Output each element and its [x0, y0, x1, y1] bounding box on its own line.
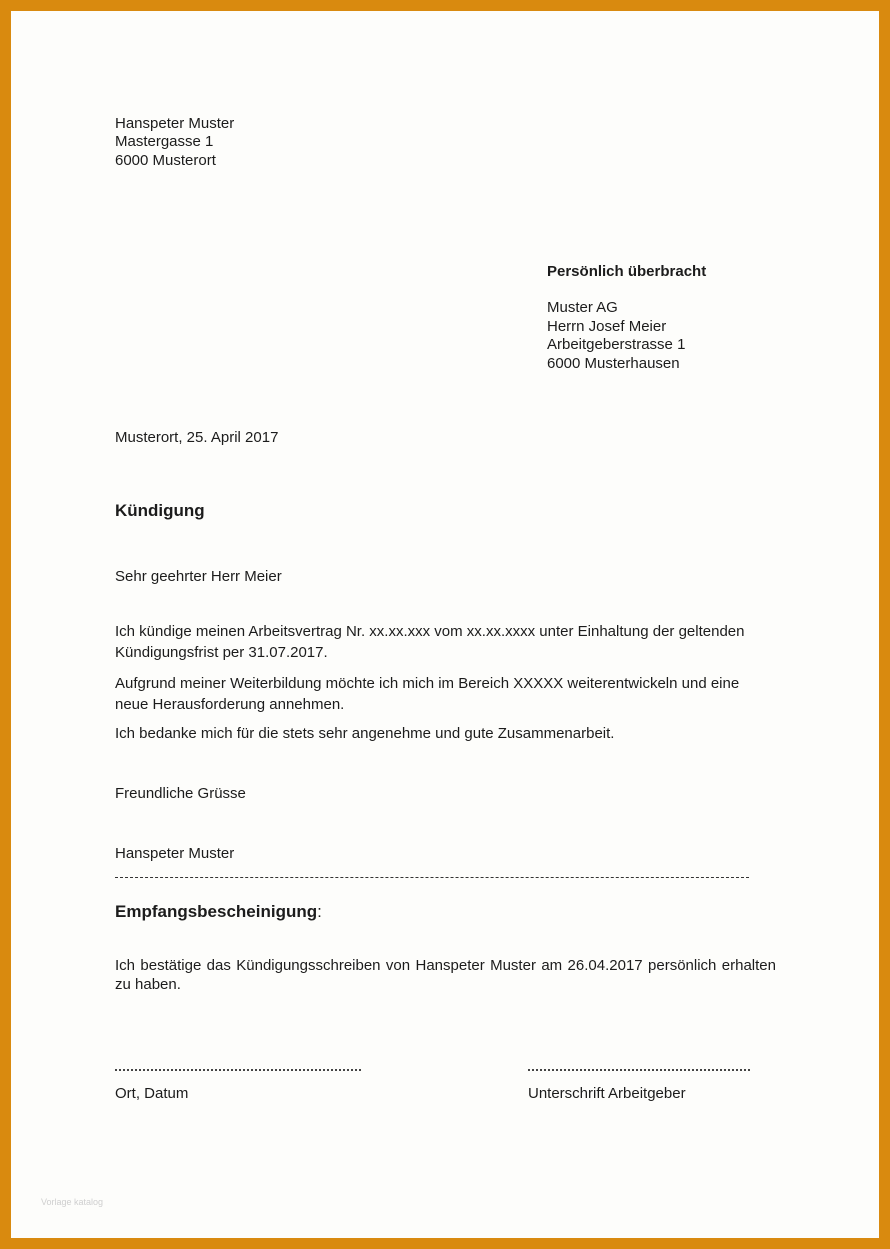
receipt-text: Ich bestätige das Kündigungsschreiben von Hanspeter Muster am 26.04.2017 persönlich erhalten zu haben. — [115, 957, 776, 993]
sender-street: Mastergasse 1 — [115, 133, 214, 150]
sender-city: 6000 Musterort — [115, 152, 216, 169]
receipt-title-suffix: : — [317, 902, 322, 921]
body-paragraph: Ich kündige meinen Arbeitsvertrag Nr. xx.xx.xxx vom xx.xx.xxxx unter Einhaltung der geltenden Kündigungsfrist per 31.07.2017. — [115, 623, 745, 661]
body-paragraph: Ich bedanke mich für die stets sehr angenehme und gute Zusammenarbeit. — [115, 725, 615, 742]
letter-page — [11, 11, 879, 1238]
recipient-city: 6000 Musterhausen — [547, 355, 680, 372]
employer-signature-line — [528, 1069, 750, 1071]
recipient-street: Arbeitgeberstrasse 1 — [547, 336, 686, 353]
cut-line-divider — [115, 877, 749, 878]
recipient-company: Muster AG — [547, 299, 618, 316]
watermark: Vorlage katalog — [41, 1197, 104, 1207]
signature-name: Hanspeter Muster — [115, 845, 235, 862]
delivery-note: Persönlich überbracht — [547, 263, 707, 280]
employer-signature-label: Unterschrift Arbeitgeber — [528, 1085, 686, 1102]
receipt-title — [115, 903, 322, 922]
date-line: Musterort, 25. April 2017 — [115, 429, 279, 446]
recipient-contact: Herrn Josef Meier — [547, 318, 667, 335]
sender-name: Hanspeter Muster — [115, 115, 235, 132]
closing: Freundliche Grüsse — [115, 785, 246, 802]
salutation: Sehr geehrter Herr Meier — [115, 568, 282, 585]
date-signature-line — [115, 1069, 361, 1071]
body-paragraph: Aufgrund meiner Weiterbildung möchte ich mich im Bereich XXXXX weiterentwickeln und eine neue Herausforderung annehmen. — [115, 675, 740, 713]
place-date-label: Ort, Datum — [115, 1085, 189, 1102]
subject-heading: Kündigung — [115, 501, 205, 520]
receipt-title-text: Empfangsbescheinigung — [115, 902, 318, 921]
